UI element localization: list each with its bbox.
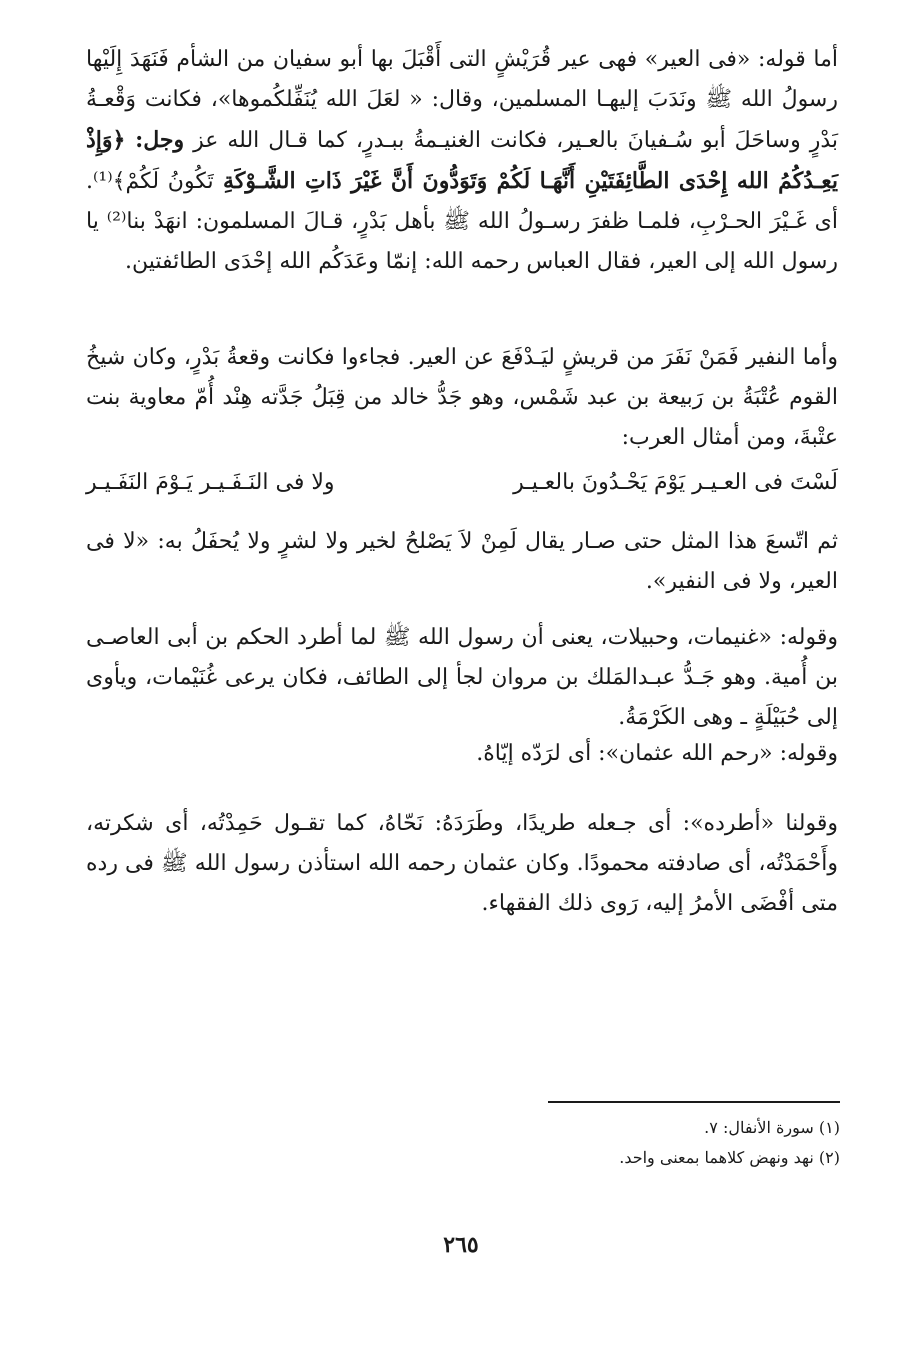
paragraph-text (86, 618, 838, 738)
text-line: أُمّ معاوية بنت عتْبةَ، ومن أمثال العرب: (86, 385, 838, 450)
text-line: تَكُونُ لَكُمْ﴾⁽¹⁾. أى غَـيْرَ الحـرْبِ، فلمـا ظفرَ رسـولُ الله ﷺ بأهل بَدْرٍ، قـالَ (86, 169, 838, 234)
paragraph-text (86, 40, 838, 282)
footnote-1: (١) سورة الأنفال: ٧. (704, 1118, 840, 1137)
poetry-verse (86, 463, 838, 503)
paragraph-2 (86, 338, 838, 458)
text-line: وَقْعـةُ بَدْرٍ وساحَلَ أبو سُـفيانَ بالعـير، فكانت الغنيـمةُ ببـدرٍ، كما قـال الله عز (86, 87, 839, 153)
text-line: شكرته، وأَحْمَدْتُه، أى صادفته محمودًا. وكان عثمان رحمه الله استأذن رسول الله (86, 811, 838, 876)
text-line: وأما النفير فَمَنْ نَفَرَ من قريشٍ ليَـدْفَعَ عن العير. فجاءوا فكانت وقعةُ بَدْرٍ، (176, 345, 838, 370)
text-line: وقوله: «غنيمات، وحبيلات، يعنى أن رسول الله ﷺ لما أطرد الحكم بن أبى (159, 625, 838, 650)
footnotes (480, 1113, 840, 1173)
text-line: إِلَيْها رسولُ الله ﷺ ونَدَبَ إليهـا المسلمين، وقال: « لعَلَ الله يُنَفِّلكُموها»، فكانت (86, 47, 838, 112)
text-line: وكان شيخُ القوم عُتْبَةُ بن رَبيعة بن عبد شَمْس، وهو جَدُّ خالد من قِبَلُ جَدَّته هِنْد (86, 345, 838, 410)
paragraph-3 (86, 522, 838, 602)
paragraph-6 (86, 804, 838, 924)
paragraph-4 (86, 618, 838, 738)
text-line: ثم اتّسعَ هذا المثل حتى صـار يقال لَمِنْ لاَ يَصْلحُ لخير ولا لشرٍ ولا يُحفَلُ (182, 529, 838, 554)
paragraph-5 (86, 734, 838, 774)
footnote-separator (548, 1101, 840, 1103)
page-number: ٢٦٥ (443, 1232, 479, 1258)
text-line: أما قوله: «فى العير» فهى عير قُرَيْشٍ التى أَقْبَلَ بها أبو سفيان من الشأم فَنَهَدَ (122, 47, 838, 72)
text-line: الله إحْدَى الطائفتين. (125, 249, 312, 274)
quran-verse-line: وجل: ﴿وَإِذْ يَعِـدُكُمُ الله إِحْدَى الطَّائِفَتَيْنِ أَنَّهَـا لَكُمْ وَتَوَدُّونَ أَنَّ غَيْرَ ذَاتِ الشَّـوْكَةِ (86, 127, 838, 194)
paragraph-text (86, 804, 838, 924)
paragraph-text (86, 734, 838, 774)
text-line: وقوله: «رحم الله عثمان»: أى لرَدّه إيّاهُ. (476, 741, 838, 766)
verse-first-hemistich: لَسْتَ فى العـيـر يَوْمَ يَحْـدُونَ بالعـيـر (513, 470, 838, 495)
text-line: وقولنا «أطرده»: أى جـعله طريدًا، وطَرَدَهُ: نَحّاهُ، كما تقـول حَمِدْتُه، أى (153, 811, 838, 836)
text-line: ﷺ فى رده متى أفْضَى الأمرُ إليه، رَوى ذلك الفقهاء. (86, 851, 838, 916)
text-line: به: «لا فى العير، ولا فى النفير». (86, 529, 838, 594)
text-line: غُنَيْمات، ويأوى إلى حُبَيْلَةٍ ـ وهى الكَرْمَةُ. (86, 665, 838, 730)
verse-second-hemistich: ولا فى النَـفَـيـر يَـوْمَ النَفَـيـر (86, 470, 335, 495)
text-line: المسلمون: انهَدْ بنا⁽²⁾ يا رسول الله إلى العير، فقال العباس رحمه الله: إنمّا وعَدَكُم (86, 209, 838, 274)
text-line: العاصـى بن أُمية. وهو جَـدُّ عبـدالمَلك بن مروان لجأ إلى الطائف، فكان يرعى (86, 625, 838, 690)
footnote-2: (٢) نهد ونهض كلاهما بمعنى واحد. (619, 1148, 840, 1167)
paragraph-text (86, 522, 838, 602)
paragraph-1 (86, 40, 838, 282)
paragraph-text (86, 338, 838, 458)
